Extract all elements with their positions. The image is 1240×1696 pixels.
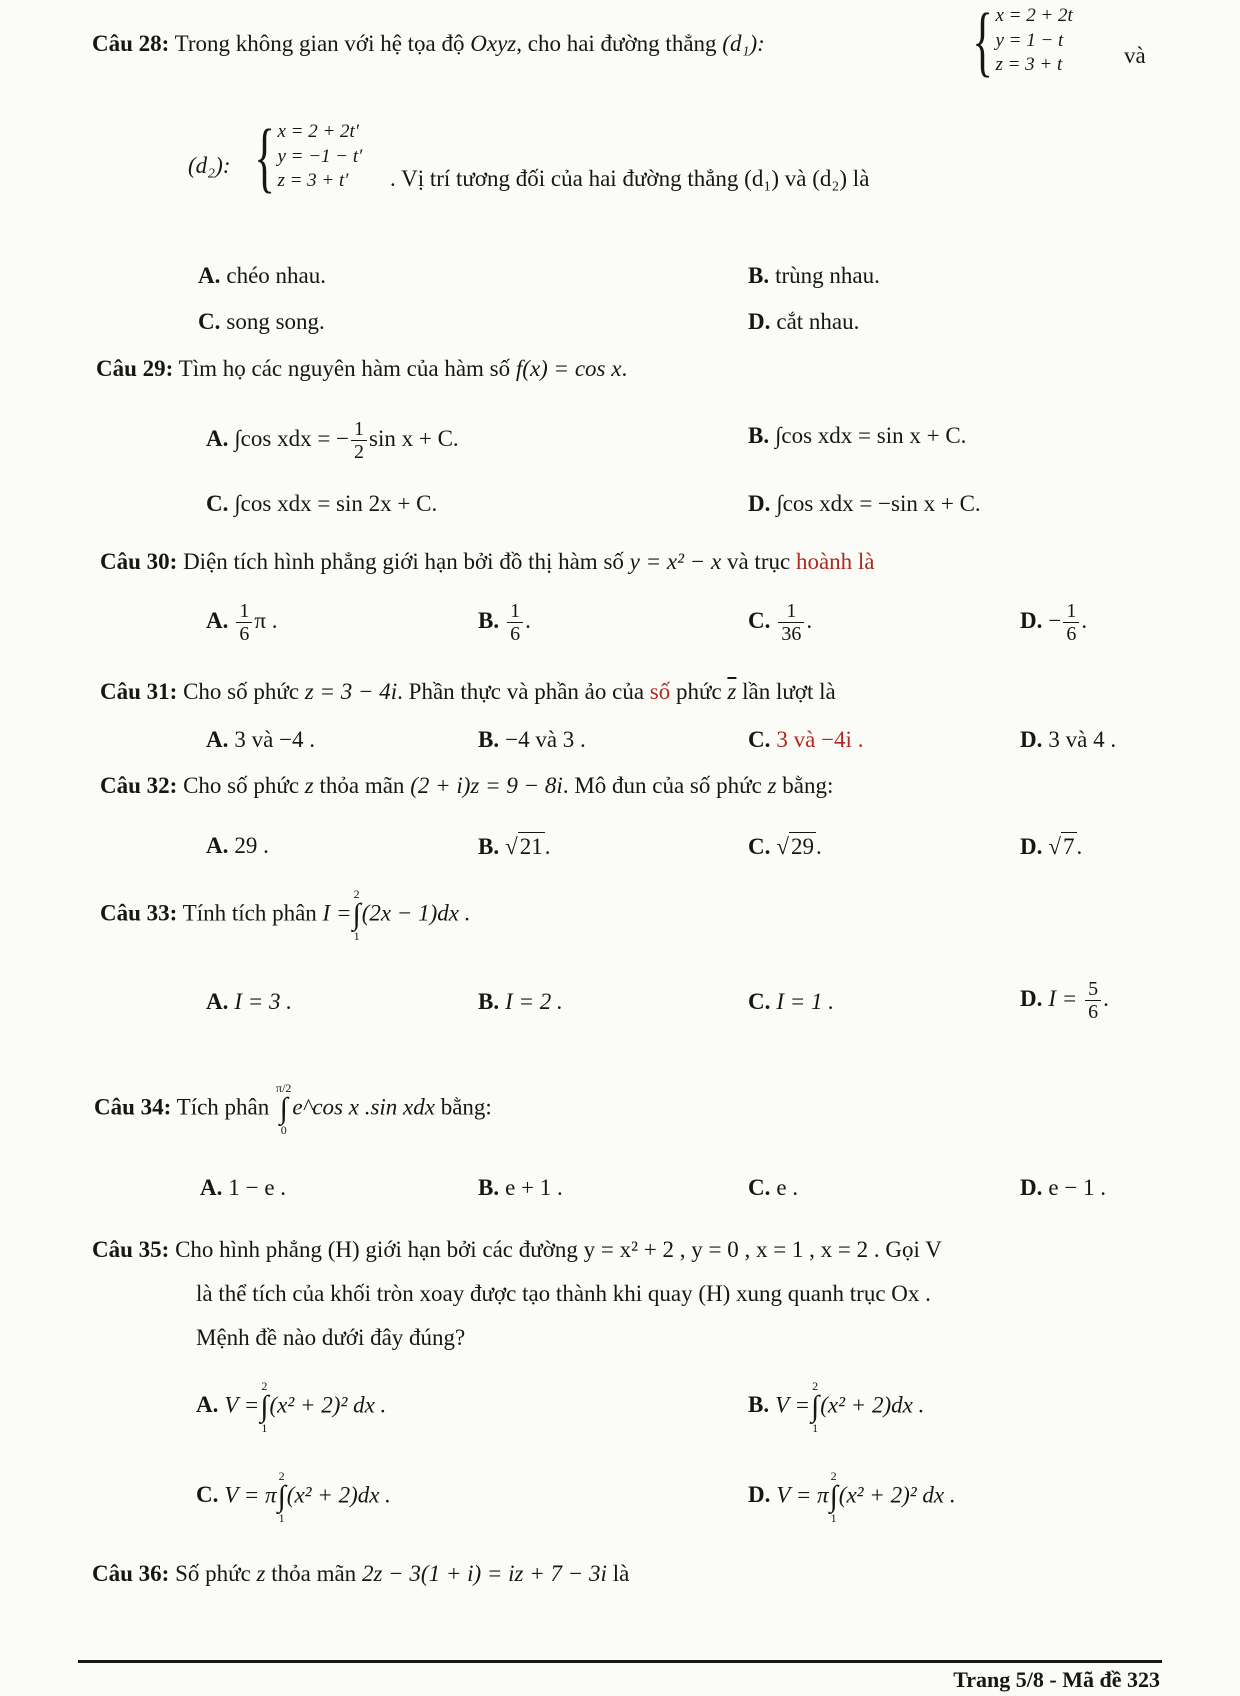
option-35-c[interactable]: C. V = π 2 ∫ 1 (x² + 2)dx . [196, 1469, 391, 1525]
sqrt-icon: √ 7 [1048, 832, 1076, 862]
coord-system: Oxyz [470, 31, 517, 56]
question-text: số [649, 679, 671, 704]
question-text: Cho số phức [183, 773, 300, 798]
d2-eq-z: z = 3 + t′ [277, 170, 349, 192]
option-28-a[interactable]: A. chéo nhau. [198, 263, 327, 288]
option-29-b[interactable]: B. ∫cos xdx = sin x + C. [748, 423, 967, 448]
question-text: . Mô đun của số phức [562, 773, 762, 798]
line-d2-label: (d₂): [188, 153, 231, 178]
option-29-d[interactable]: D. ∫cos xdx = −sin x + C. [748, 491, 981, 516]
question-text: bằng: [782, 773, 834, 798]
question-text: Tích phân [176, 1094, 270, 1120]
question-text: . Vị trí tương đối của hai đường thẳng (d₁) và (d₂) là [390, 166, 870, 191]
integrand: e^cos x .sin xdx [292, 1094, 435, 1120]
integral-icon: 2 ∫ 1 [811, 1379, 820, 1435]
complex-number: z = 3 − 4i [304, 679, 398, 704]
question-text: Diện tích hình phẳng giới hạn bởi đồ thị hàm số [183, 549, 624, 574]
d2-eq-y: y = −1 − t′ [277, 145, 363, 167]
option-30-d[interactable]: D. − $\frac{1}{6}$ . [1020, 600, 1088, 645]
option-35-a[interactable]: A. V = 2 ∫ 1 (x² + 2)² dx . [196, 1379, 387, 1435]
option-31-c[interactable]: C. 3 và −4i . [748, 727, 864, 752]
option-35-d[interactable]: D. V = π 2 ∫ 1 (x² + 2)² dx . [748, 1469, 956, 1525]
question-31 [100, 678, 836, 707]
line-d1-label: (d₁): [722, 31, 765, 56]
variable-z: z [767, 773, 777, 798]
integral-icon: 2 ∫ 1 [277, 1469, 286, 1525]
question-28-cont [188, 152, 230, 181]
question-label: Câu 32: [100, 773, 178, 798]
option-33-c[interactable]: C. I = 1 . [748, 989, 835, 1014]
question-text: Trong không gian với hệ tọa độ [174, 31, 465, 56]
option-34-c[interactable]: C. e . [748, 1175, 799, 1200]
question-35-line2: là thể tích của khối tròn xoay được tạo thành khi quay (H) xung quanh trục Ox . [196, 1281, 931, 1306]
question-text: Cho hình phẳng (H) giới hạn bởi các đường y = x² + 2 , y = 0 , x = 1 , x = 2 . Gọi V [175, 1237, 942, 1262]
equation: (2 + i)z = 9 − 8i [410, 773, 563, 798]
question-text: Tính tích phân [182, 900, 317, 926]
question-35 [92, 1236, 942, 1265]
option-32-b[interactable]: B. √ 21 . [478, 832, 550, 862]
option-30-c[interactable]: C. $\frac{1}{36}$ . [748, 600, 813, 645]
d1-eq-x: x = 2 + 2t [995, 4, 1073, 26]
question-label: Câu 29: [96, 356, 174, 381]
option-28-c[interactable]: C. song song. [198, 309, 325, 334]
question-text: Số phức [175, 1561, 251, 1586]
option-32-d[interactable]: D. √ 7 . [1020, 832, 1082, 862]
option-32-a[interactable]: A. 29 . [206, 833, 269, 858]
integral-icon: 2 ∫ 1 [260, 1379, 269, 1435]
integral-icon: 2 ∫ 1 [352, 887, 361, 943]
question-34 [94, 1082, 492, 1136]
question-text: hoành là [795, 549, 875, 574]
question-label: Câu 36: [92, 1561, 170, 1586]
question-33 [100, 888, 470, 942]
d1-eq-z: z = 3 + t [995, 54, 1063, 76]
option-30-b[interactable]: B. $\frac{1}{6}$ . [478, 600, 531, 645]
line-d1-system [968, 0, 1073, 84]
question-text: thỏa mãn [271, 1561, 357, 1586]
option-29-a[interactable]: A. ∫cos xdx = − $\frac{1}{2}$ sin x + C. [206, 418, 459, 463]
question-35-line3: Mệnh đề nào dưới đây đúng? [196, 1325, 466, 1350]
question-text: . Phần thực và phần ảo của [397, 679, 645, 704]
question-text: thỏa mãn [319, 773, 405, 798]
footer-divider [78, 1660, 1162, 1663]
d1-eq-y: y = 1 − t [995, 29, 1064, 51]
question-text: là [612, 1561, 630, 1586]
option-31-b[interactable]: B. −4 và 3 . [478, 727, 586, 752]
question-text: phức [675, 679, 722, 704]
integral-lhs: I = [322, 900, 352, 926]
option-34-b[interactable]: B. e + 1 . [478, 1175, 563, 1200]
sqrt-icon: √ 21 [505, 832, 545, 862]
option-29-c[interactable]: C. ∫cos xdx = sin 2x + C. [206, 491, 438, 516]
line-d2-system [250, 113, 363, 200]
option-31-a[interactable]: A. 3 và −4 . [206, 727, 316, 752]
page-footer: Trang 5/8 - Mã đề 323 [953, 1667, 1160, 1692]
question-36 [92, 1560, 629, 1589]
option-33-b[interactable]: B. I = 2 . [478, 989, 563, 1014]
question-text: và trục [726, 549, 791, 574]
question-label: Câu 34: [94, 1094, 172, 1120]
integrand: (2x − 1)dx . [361, 900, 471, 926]
option-34-d[interactable]: D. e − 1 . [1020, 1175, 1107, 1200]
question-label: Câu 30: [100, 549, 178, 574]
question-label: Câu 28: [92, 31, 170, 56]
option-28-d[interactable]: D. cắt nhau. [748, 309, 860, 334]
variable-z: z [304, 773, 314, 798]
variable-z: z [256, 1561, 266, 1586]
d2-eq-x: x = 2 + 2t′ [277, 120, 359, 142]
question-text: , cho hai đường thẳng [516, 31, 717, 56]
option-31-d[interactable]: D. 3 và 4 . [1020, 727, 1117, 752]
function-expression: f(x) = cos x [515, 356, 622, 381]
question-29: Câu 29: Tìm họ các nguyên hàm của hàm số f(x) = cos x. [96, 356, 628, 381]
question-text: Cho số phức [183, 679, 300, 704]
integral-icon: π/2 ∫ 0 [276, 1081, 292, 1137]
option-30-a[interactable]: A. $\frac{1}{6}$ π . [206, 600, 278, 645]
conjugate-z: $\overline{z}$ [727, 679, 737, 704]
option-33-a[interactable]: A. I = 3 . [206, 989, 293, 1014]
question-32 [100, 772, 833, 801]
function-expression: y = x² − x [629, 549, 722, 574]
conjunction: và [1124, 43, 1146, 68]
question-30 [100, 548, 875, 577]
integral-icon: 2 ∫ 1 [829, 1469, 838, 1525]
question-text: bằng: [440, 1094, 492, 1120]
question-label: Câu 31: [100, 679, 178, 704]
question-text: lần lượt là [742, 679, 836, 704]
question-label: Câu 33: [100, 900, 178, 926]
brace-icon: { [972, 0, 994, 84]
sqrt-icon: √ 29 [776, 832, 816, 862]
equation: 2z − 3(1 + i) = iz + 7 − 3i [361, 1561, 607, 1586]
question-text: Tìm họ các nguyên hàm của hàm số [178, 356, 511, 381]
option-33-d[interactable]: D. I = $\frac{5}{6}$ . [1020, 978, 1109, 1023]
question-28 [92, 30, 765, 59]
option-34-a[interactable]: A. 1 − e . [200, 1175, 287, 1200]
question-label: Câu 35: [92, 1237, 170, 1262]
brace-icon: { [254, 113, 276, 200]
option-35-b[interactable]: B. V = 2 ∫ 1 (x² + 2)dx . [748, 1379, 925, 1435]
option-32-c[interactable]: C. √ 29 . [748, 832, 822, 862]
option-28-b[interactable]: B. trùng nhau. [748, 263, 880, 288]
